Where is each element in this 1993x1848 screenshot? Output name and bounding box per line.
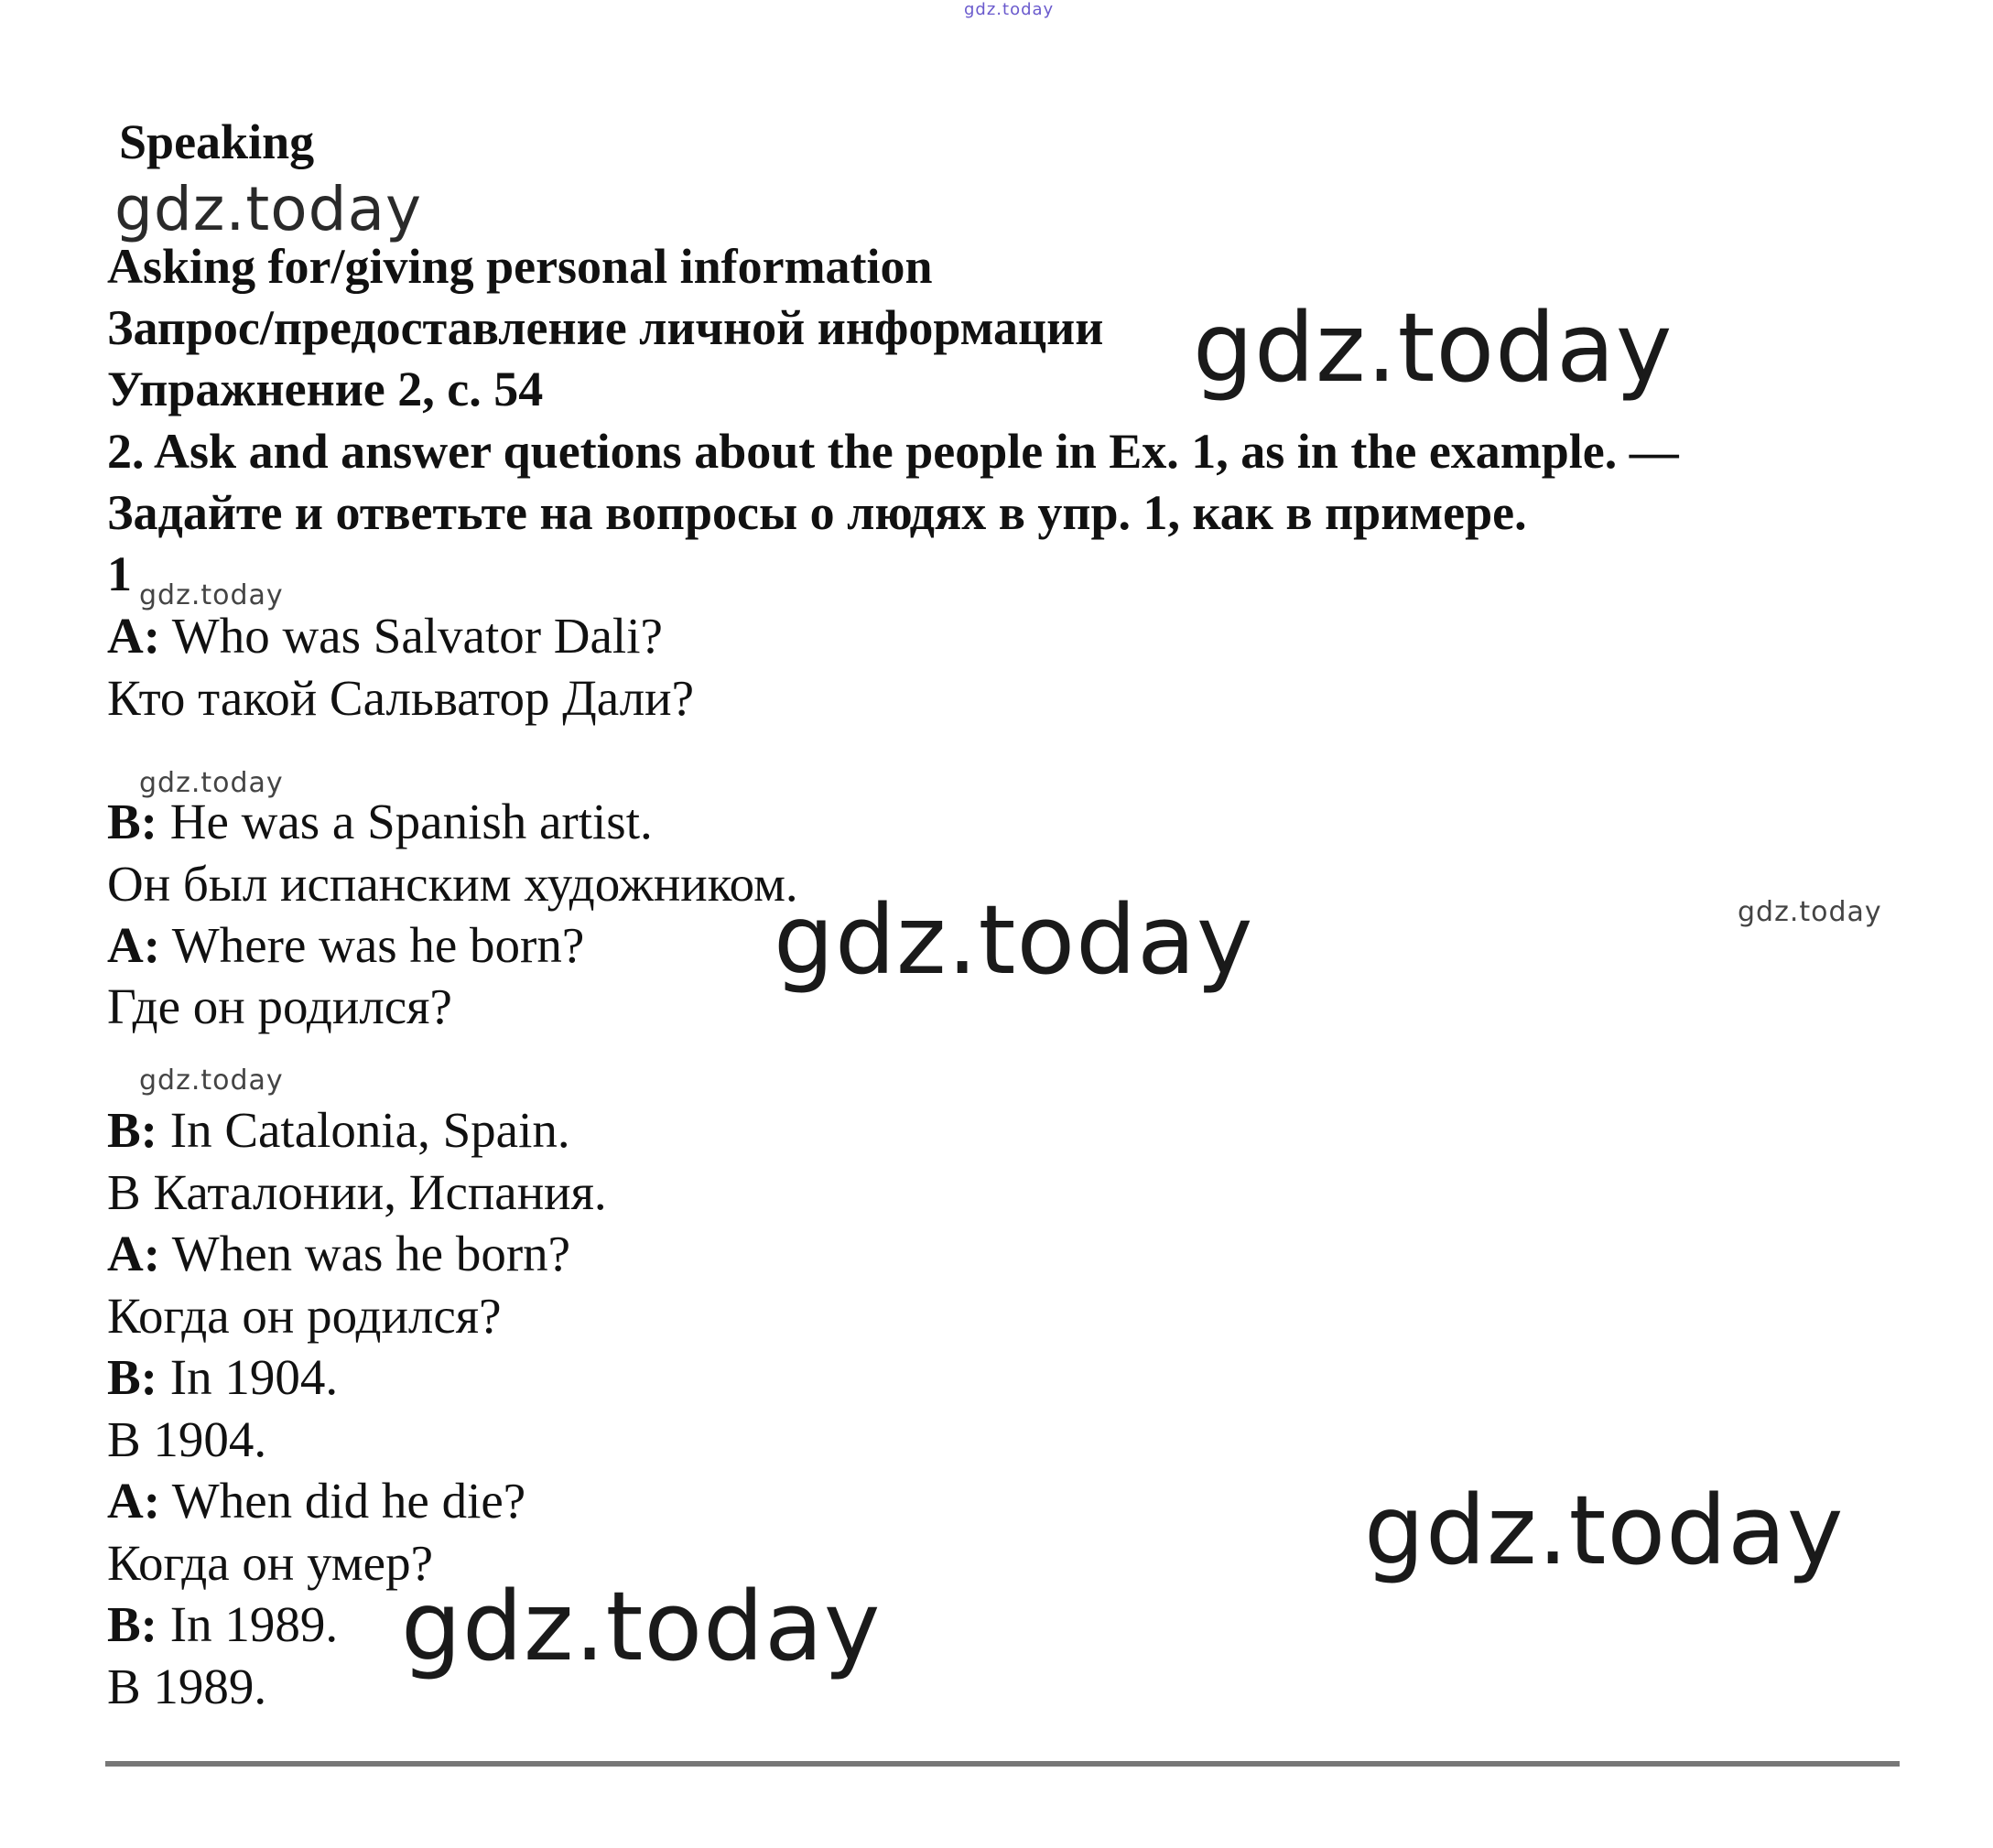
dialogue-line-en bbox=[107, 608, 663, 664]
dialogue-line-en bbox=[107, 1228, 570, 1279]
dialogue-line-en bbox=[107, 1349, 339, 1405]
item-number: 1 bbox=[107, 546, 132, 601]
dialogue-text: When was he born? bbox=[160, 1226, 571, 1281]
speaker-label: A: bbox=[107, 1226, 161, 1281]
dialogue-line-en bbox=[107, 1473, 526, 1529]
speaker-label: B: bbox=[107, 1596, 157, 1652]
dialogue-line-ru: Когда он умер? bbox=[107, 1535, 433, 1591]
watermark: gdz.today bbox=[1364, 1475, 1845, 1586]
dialogue-line-ru: Он был испанским художником. bbox=[107, 856, 798, 912]
watermark: gdz.today bbox=[139, 579, 284, 611]
watermark-top: gdz.today bbox=[964, 0, 1055, 19]
topic-heading-ru: Запрос/предоставление личной информации bbox=[107, 300, 1104, 355]
dialogue-line-en bbox=[107, 1102, 570, 1158]
dialogue-line-ru: Кто такой Сальватор Дали? bbox=[107, 670, 694, 726]
speaker-label: B: bbox=[107, 1349, 157, 1405]
speaker-label: B: bbox=[107, 1102, 157, 1158]
speaker-label: A: bbox=[107, 608, 161, 664]
dialogue-text: He was a Spanish artist. bbox=[157, 794, 653, 849]
dialogue-line-ru: Когда он родился? bbox=[107, 1288, 502, 1344]
dialogue-line-en bbox=[107, 1596, 339, 1652]
dialogue-line-ru: В 1989. bbox=[107, 1659, 267, 1714]
task-instruction-en: 2. Ask and answer quetions about the people in Ex. 1, as in the example. — bbox=[107, 424, 1679, 479]
dialogue-text: In 1904. bbox=[157, 1349, 339, 1405]
watermark: gdz.today bbox=[139, 1064, 284, 1097]
watermark: gdz.today bbox=[1738, 896, 1882, 928]
dialogue-line-en bbox=[107, 796, 653, 847]
bottom-divider bbox=[105, 1761, 1900, 1767]
section-heading: Speaking bbox=[119, 114, 315, 169]
dialogue-text: Where was he born? bbox=[160, 917, 585, 973]
dialogue-line-ru: В Каталонии, Испания. bbox=[107, 1164, 607, 1220]
task-instruction-ru: Задайте и ответьте на вопросы о людях в упр. 1, как в примере. bbox=[107, 485, 1527, 540]
watermark: gdz.today bbox=[1193, 292, 1673, 404]
dialogue-line-ru: Где он родился? bbox=[107, 978, 452, 1034]
watermark: gdz.today bbox=[774, 884, 1254, 996]
dialogue-text: In 1989. bbox=[157, 1596, 339, 1652]
watermark: gdz.today bbox=[401, 1571, 882, 1682]
speaker-label: A: bbox=[107, 917, 161, 973]
watermark: gdz.today bbox=[139, 767, 284, 799]
dialogue-text: When did he die? bbox=[160, 1473, 526, 1529]
speaker-label: B: bbox=[107, 794, 157, 849]
dialogue-line-ru: В 1904. bbox=[107, 1411, 267, 1467]
exercise-reference: Упражнение 2, с. 54 bbox=[107, 362, 544, 416]
dialogue-line-en bbox=[107, 917, 585, 973]
dialogue-text: In Catalonia, Spain. bbox=[157, 1102, 570, 1158]
watermark: gdz.today bbox=[114, 174, 423, 244]
topic-heading-en: Asking for/giving personal information bbox=[107, 239, 933, 294]
speaker-label: A: bbox=[107, 1473, 161, 1529]
dialogue-text: Who was Salvator Dali? bbox=[160, 608, 663, 664]
